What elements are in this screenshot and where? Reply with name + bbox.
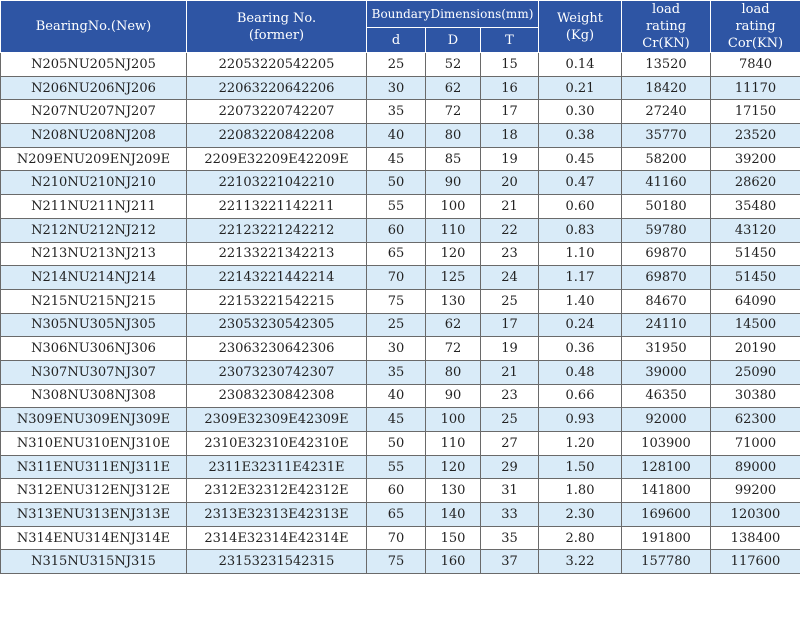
cell-load-rating-cor: 17150 [711, 100, 800, 124]
cell-bearing-new: N306NU306NJ306 [1, 337, 187, 361]
cell-d: 45 [367, 147, 426, 171]
cell-load-rating-cor: 11170 [711, 76, 800, 100]
table-row [1, 550, 800, 574]
table-row [1, 455, 800, 479]
cell-load-rating-cor: 7840 [711, 53, 800, 77]
cell-load-rating-cr: 103900 [622, 432, 711, 456]
table-row [1, 100, 800, 124]
cell-bearing-new: N214NU214NJ214 [1, 266, 187, 290]
table-row [1, 360, 800, 384]
table-header [1, 1, 800, 53]
table-row [1, 195, 800, 219]
header-load-rating-cor: load rating Cor(KN) [711, 1, 800, 53]
table-row [1, 289, 800, 313]
cell-T: 25 [481, 408, 539, 432]
table-row [1, 479, 800, 503]
cell-load-rating-cr: 24110 [622, 313, 711, 337]
table-row [1, 337, 800, 361]
cell-weight: 1.20 [539, 432, 622, 456]
cell-bearing-former: 23083230842308 [187, 384, 367, 408]
table-row [1, 503, 800, 527]
cell-bearing-former: 22133221342213 [187, 242, 367, 266]
cell-T: 23 [481, 242, 539, 266]
cell-bearing-former: 23153231542315 [187, 550, 367, 574]
cell-T: 17 [481, 313, 539, 337]
cell-D: 100 [426, 408, 481, 432]
cell-D: 52 [426, 53, 481, 77]
cell-load-rating-cor: 51450 [711, 242, 800, 266]
cell-load-rating-cor: 64090 [711, 289, 800, 313]
cell-load-rating-cr: 13520 [622, 53, 711, 77]
cell-d: 65 [367, 242, 426, 266]
cell-bearing-former: 22103221042210 [187, 171, 367, 195]
cell-load-rating-cr: 69870 [622, 266, 711, 290]
cell-weight: 1.50 [539, 455, 622, 479]
cell-d: 40 [367, 124, 426, 148]
cell-load-rating-cor: 23520 [711, 124, 800, 148]
cell-weight: 0.21 [539, 76, 622, 100]
cell-D: 120 [426, 242, 481, 266]
cell-D: 130 [426, 479, 481, 503]
cell-bearing-new: N208NU208NJ208 [1, 124, 187, 148]
cell-T: 24 [481, 266, 539, 290]
cell-load-rating-cor: 20190 [711, 337, 800, 361]
cell-load-rating-cor: 71000 [711, 432, 800, 456]
cell-bearing-new: N311ENU311ENJ311E [1, 455, 187, 479]
cell-bearing-former: 23053230542305 [187, 313, 367, 337]
cell-load-rating-cr: 18420 [622, 76, 711, 100]
cell-bearing-new: N309ENU309ENJ309E [1, 408, 187, 432]
cell-T: 29 [481, 455, 539, 479]
cell-D: 150 [426, 526, 481, 550]
cell-d: 30 [367, 76, 426, 100]
cell-T: 25 [481, 289, 539, 313]
cell-load-rating-cr: 84670 [622, 289, 711, 313]
cell-bearing-former: 22063220642206 [187, 76, 367, 100]
cell-bearing-former: 2309E32309E42309E [187, 408, 367, 432]
cell-weight: 1.80 [539, 479, 622, 503]
cell-T: 20 [481, 171, 539, 195]
cell-bearing-new: N213NU213NJ213 [1, 242, 187, 266]
cell-load-rating-cr: 46350 [622, 384, 711, 408]
cell-T: 19 [481, 147, 539, 171]
cell-load-rating-cor: 35480 [711, 195, 800, 219]
cell-weight: 2.80 [539, 526, 622, 550]
header-bearing-new: BearingNo.(New) [1, 1, 187, 53]
header-load-rating-cr: load rating Cr(KN) [622, 1, 711, 53]
header-T: T [481, 28, 539, 53]
cell-load-rating-cr: 31950 [622, 337, 711, 361]
cell-d: 75 [367, 289, 426, 313]
cell-load-rating-cor: 62300 [711, 408, 800, 432]
cell-bearing-new: N207NU207NJ207 [1, 100, 187, 124]
table-row [1, 218, 800, 242]
table-row [1, 147, 800, 171]
cell-D: 90 [426, 384, 481, 408]
cell-d: 25 [367, 53, 426, 77]
cell-bearing-new: N210NU210NJ210 [1, 171, 187, 195]
cell-weight: 0.83 [539, 218, 622, 242]
cell-D: 100 [426, 195, 481, 219]
table-row [1, 124, 800, 148]
cell-weight: 1.40 [539, 289, 622, 313]
cell-bearing-former: 22073220742207 [187, 100, 367, 124]
cell-D: 110 [426, 218, 481, 242]
cell-bearing-new: N315NU315NJ315 [1, 550, 187, 574]
cell-D: 90 [426, 171, 481, 195]
cell-bearing-former: 22113221142211 [187, 195, 367, 219]
cell-bearing-former: 22083220842208 [187, 124, 367, 148]
cell-bearing-former: 2209E32209E42209E [187, 147, 367, 171]
cell-weight: 2.30 [539, 503, 622, 527]
cell-bearing-new: N310ENU310ENJ310E [1, 432, 187, 456]
cell-load-rating-cr: 157780 [622, 550, 711, 574]
cell-weight: 0.24 [539, 313, 622, 337]
table-row [1, 408, 800, 432]
cell-load-rating-cor: 99200 [711, 479, 800, 503]
cell-bearing-new: N314ENU314ENJ314E [1, 526, 187, 550]
cell-d: 70 [367, 526, 426, 550]
cell-load-rating-cr: 92000 [622, 408, 711, 432]
cell-bearing-new: N308NU308NJ308 [1, 384, 187, 408]
cell-weight: 0.30 [539, 100, 622, 124]
cell-weight: 3.22 [539, 550, 622, 574]
cell-load-rating-cor: 138400 [711, 526, 800, 550]
cell-load-rating-cor: 51450 [711, 266, 800, 290]
cell-d: 40 [367, 384, 426, 408]
cell-d: 25 [367, 313, 426, 337]
cell-load-rating-cor: 117600 [711, 550, 800, 574]
cell-bearing-former: 23073230742307 [187, 360, 367, 384]
table-row [1, 266, 800, 290]
cell-D: 80 [426, 360, 481, 384]
cell-load-rating-cr: 58200 [622, 147, 711, 171]
cell-load-rating-cor: 30380 [711, 384, 800, 408]
table-row [1, 53, 800, 77]
cell-d: 55 [367, 195, 426, 219]
cell-bearing-former: 2312E32312E42312E [187, 479, 367, 503]
cell-load-rating-cr: 141800 [622, 479, 711, 503]
table-row [1, 313, 800, 337]
cell-load-rating-cr: 69870 [622, 242, 711, 266]
table-row [1, 384, 800, 408]
cell-weight: 0.93 [539, 408, 622, 432]
cell-D: 72 [426, 337, 481, 361]
cell-load-rating-cor: 120300 [711, 503, 800, 527]
cell-d: 45 [367, 408, 426, 432]
header-weight: Weight (Kg) [539, 1, 622, 53]
cell-weight: 0.45 [539, 147, 622, 171]
cell-T: 17 [481, 100, 539, 124]
table-row [1, 526, 800, 550]
cell-weight: 0.66 [539, 384, 622, 408]
cell-bearing-new: N206NU206NJ206 [1, 76, 187, 100]
cell-bearing-new: N212NU212NJ212 [1, 218, 187, 242]
cell-T: 16 [481, 76, 539, 100]
cell-bearing-new: N215NU215NJ215 [1, 289, 187, 313]
cell-load-rating-cr: 59780 [622, 218, 711, 242]
cell-weight: 1.10 [539, 242, 622, 266]
cell-T: 27 [481, 432, 539, 456]
cell-bearing-new: N312ENU312ENJ312E [1, 479, 187, 503]
table-row [1, 171, 800, 195]
cell-load-rating-cr: 35770 [622, 124, 711, 148]
table-body [1, 53, 800, 574]
cell-d: 65 [367, 503, 426, 527]
cell-bearing-former: 22053220542205 [187, 53, 367, 77]
cell-T: 23 [481, 384, 539, 408]
cell-d: 60 [367, 479, 426, 503]
cell-bearing-new: N305NU305NJ305 [1, 313, 187, 337]
cell-T: 22 [481, 218, 539, 242]
table-row [1, 76, 800, 100]
cell-weight: 0.38 [539, 124, 622, 148]
cell-load-rating-cr: 41160 [622, 171, 711, 195]
cell-load-rating-cor: 14500 [711, 313, 800, 337]
cell-bearing-former: 2311E32311E4231E [187, 455, 367, 479]
cell-D: 160 [426, 550, 481, 574]
cell-D: 125 [426, 266, 481, 290]
cell-T: 15 [481, 53, 539, 77]
cell-load-rating-cor: 39200 [711, 147, 800, 171]
cell-d: 75 [367, 550, 426, 574]
cell-weight: 0.14 [539, 53, 622, 77]
cell-d: 55 [367, 455, 426, 479]
cell-T: 19 [481, 337, 539, 361]
header-boundary-dimensions: BoundaryDimensions(mm) [367, 1, 539, 28]
cell-weight: 0.60 [539, 195, 622, 219]
cell-d: 50 [367, 171, 426, 195]
cell-load-rating-cor: 89000 [711, 455, 800, 479]
cell-D: 80 [426, 124, 481, 148]
cell-D: 62 [426, 76, 481, 100]
cell-weight: 0.36 [539, 337, 622, 361]
header-bearing-former: Bearing No. (former) [187, 1, 367, 53]
cell-T: 21 [481, 360, 539, 384]
cell-D: 85 [426, 147, 481, 171]
cell-bearing-former: 22123221242212 [187, 218, 367, 242]
cell-T: 21 [481, 195, 539, 219]
cell-D: 130 [426, 289, 481, 313]
cell-T: 31 [481, 479, 539, 503]
cell-T: 33 [481, 503, 539, 527]
cell-d: 35 [367, 100, 426, 124]
cell-bearing-former: 22143221442214 [187, 266, 367, 290]
cell-bearing-new: N211NU211NJ211 [1, 195, 187, 219]
cell-bearing-new: N209ENU209ENJ209E [1, 147, 187, 171]
cell-load-rating-cor: 43120 [711, 218, 800, 242]
cell-weight: 0.48 [539, 360, 622, 384]
cell-load-rating-cor: 25090 [711, 360, 800, 384]
table-row [1, 242, 800, 266]
cell-weight: 1.17 [539, 266, 622, 290]
cell-bearing-new: N205NU205NJ205 [1, 53, 187, 77]
cell-d: 60 [367, 218, 426, 242]
cell-bearing-new: N307NU307NJ307 [1, 360, 187, 384]
cell-load-rating-cr: 128100 [622, 455, 711, 479]
cell-weight: 0.47 [539, 171, 622, 195]
cell-bearing-former: 2314E32314E42314E [187, 526, 367, 550]
cell-bearing-new: N313ENU313ENJ313E [1, 503, 187, 527]
cell-d: 30 [367, 337, 426, 361]
cell-D: 140 [426, 503, 481, 527]
cell-d: 70 [367, 266, 426, 290]
cell-load-rating-cor: 28620 [711, 171, 800, 195]
header-d: d [367, 28, 426, 53]
cell-bearing-former: 2310E32310E42310E [187, 432, 367, 456]
cell-D: 120 [426, 455, 481, 479]
cell-T: 35 [481, 526, 539, 550]
cell-bearing-former: 2313E32313E42313E [187, 503, 367, 527]
header-D: D [426, 28, 481, 53]
cell-D: 110 [426, 432, 481, 456]
cell-load-rating-cr: 27240 [622, 100, 711, 124]
cell-T: 37 [481, 550, 539, 574]
cell-load-rating-cr: 39000 [622, 360, 711, 384]
cell-D: 62 [426, 313, 481, 337]
cell-load-rating-cr: 191800 [622, 526, 711, 550]
cell-load-rating-cr: 169600 [622, 503, 711, 527]
cell-bearing-former: 23063230642306 [187, 337, 367, 361]
cell-d: 50 [367, 432, 426, 456]
cell-D: 72 [426, 100, 481, 124]
cell-load-rating-cr: 50180 [622, 195, 711, 219]
table-row [1, 432, 800, 456]
cell-d: 35 [367, 360, 426, 384]
cell-bearing-former: 22153221542215 [187, 289, 367, 313]
cell-T: 18 [481, 124, 539, 148]
